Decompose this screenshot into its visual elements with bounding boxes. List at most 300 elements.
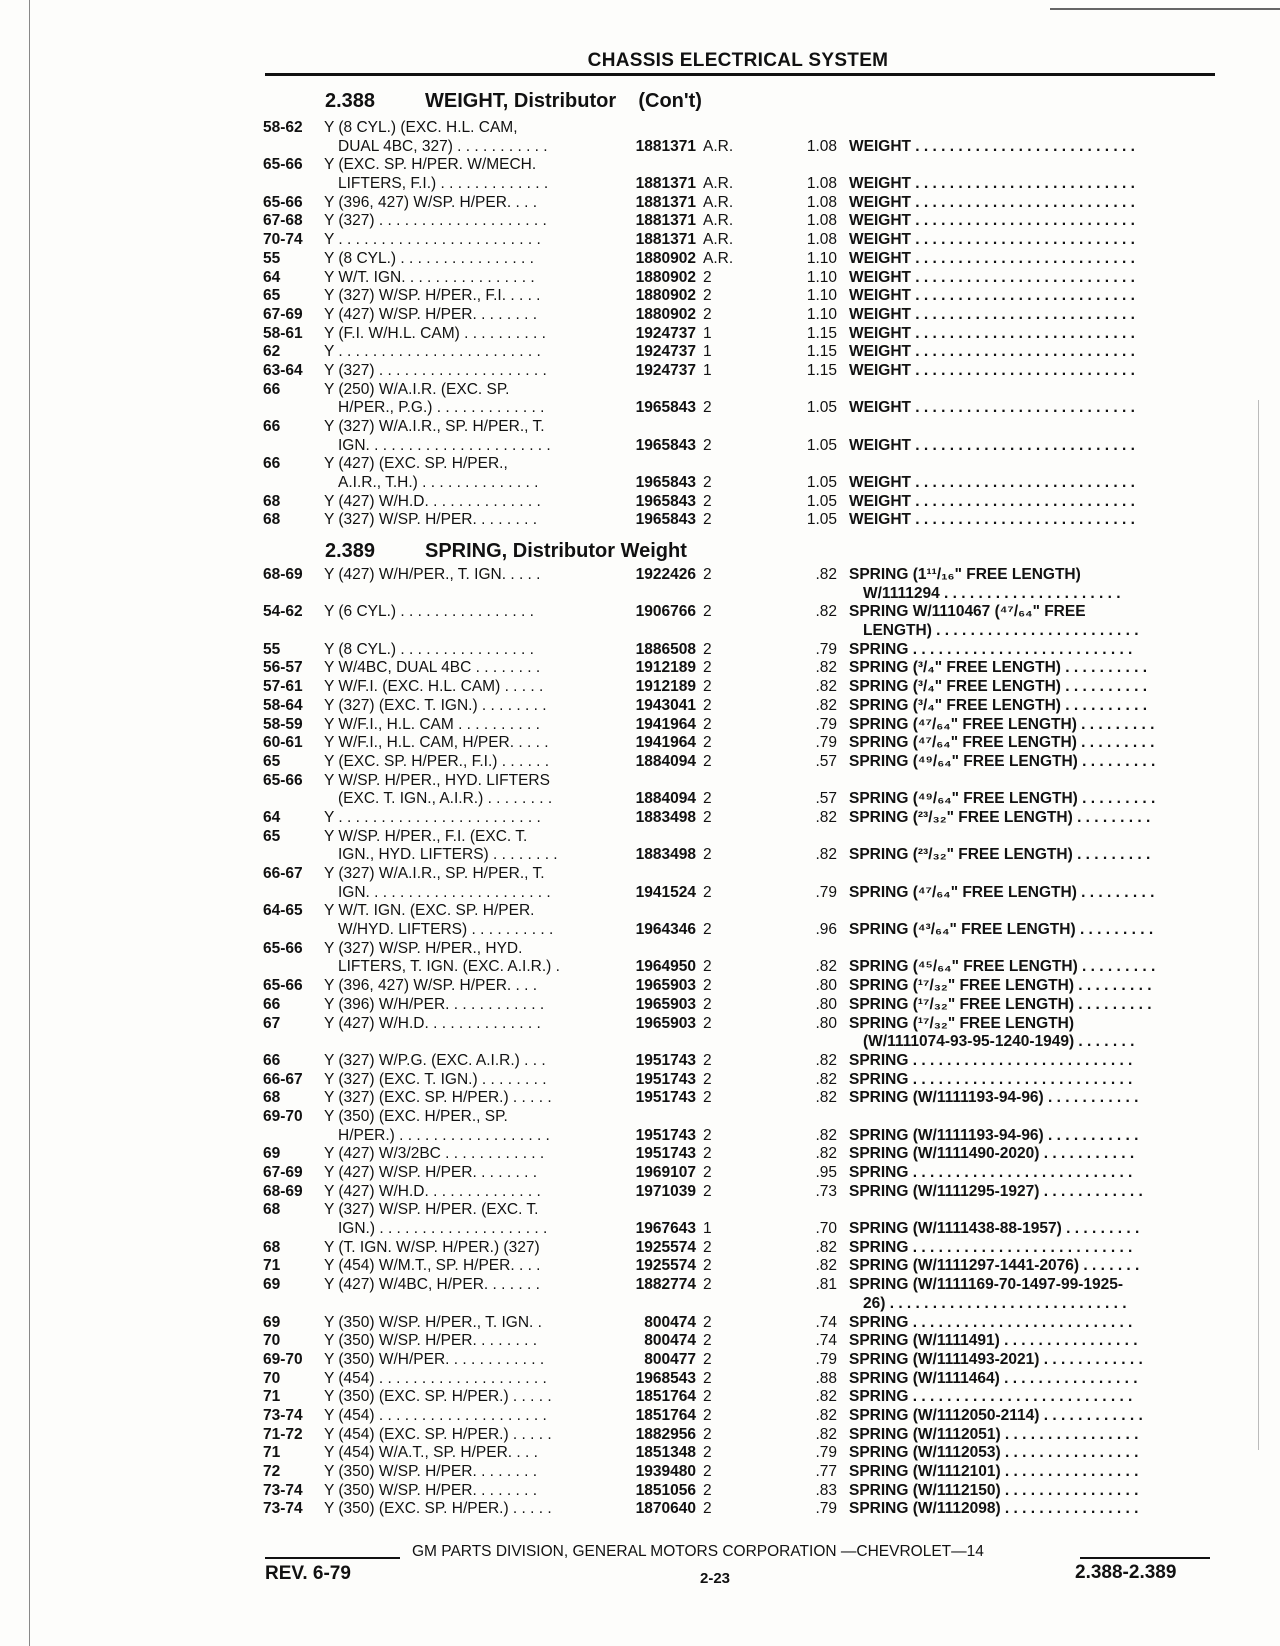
model-years: 66 bbox=[263, 1051, 281, 1069]
application-description: Y (427) W/H/PER., T. IGN. . . . . bbox=[324, 566, 541, 583]
parts-row bbox=[263, 734, 1218, 753]
price: .82 bbox=[815, 1145, 837, 1163]
part-name: SPRING (²³/₃₂" FREE LENGTH) . . . . . . . . . bbox=[849, 846, 1151, 864]
part-name: WEIGHT . . . . . . . . . . . . . . . . . . . . . . . . . . bbox=[849, 399, 1135, 417]
model-years: 55 bbox=[263, 249, 281, 267]
parts-row bbox=[263, 1183, 1218, 1202]
part-name: SPRING (W/1111297-1441-2076) . . . . . . . bbox=[849, 1257, 1140, 1275]
price: .82 bbox=[815, 678, 837, 696]
price: .82 bbox=[815, 566, 837, 583]
quantity: A.R. bbox=[703, 212, 734, 230]
quantity: 2 bbox=[703, 1014, 712, 1032]
part-name: SPRING (W/1112150) . . . . . . . . . . . . . . . . bbox=[849, 1481, 1139, 1499]
price: 1.08 bbox=[806, 175, 837, 193]
price: 1.05 bbox=[806, 436, 837, 454]
model-years: 68 bbox=[263, 1238, 281, 1256]
part-number: 1951743 bbox=[635, 1051, 696, 1069]
application-description: Y (327) W/SP. H/PER. . . . . . . . bbox=[324, 511, 538, 529]
model-years: 58-62 bbox=[263, 119, 303, 136]
parts-row bbox=[263, 1351, 1218, 1370]
model-years: 73-74 bbox=[263, 1406, 303, 1424]
parts-row bbox=[263, 418, 1218, 437]
parts-row bbox=[263, 194, 1218, 213]
quantity: 2 bbox=[703, 1350, 712, 1368]
parts-row bbox=[263, 437, 1218, 456]
price: .82 bbox=[815, 659, 837, 677]
header-rule bbox=[265, 73, 1215, 76]
parts-row bbox=[263, 659, 1218, 678]
quantity: A.R. bbox=[703, 175, 734, 193]
part-number: 1924737 bbox=[635, 343, 696, 361]
application-description: Y (454) . . . . . . . . . . . . . . . . . . . . bbox=[324, 1369, 547, 1387]
part-name: SPRING (W/1112098) . . . . . . . . . . . . . . . . bbox=[849, 1500, 1139, 1518]
application-description: Y (327) . . . . . . . . . . . . . . . . . . . . bbox=[324, 212, 547, 230]
application-description: LIFTERS, F.I.) . . . . . . . . . . . . . bbox=[338, 175, 549, 193]
part-name: WEIGHT . . . . . . . . . . . . . . . . . . . . . . . . . . bbox=[849, 268, 1135, 286]
application-description: H/PER.) . . . . . . . . . . . . . . . . . . bbox=[338, 1126, 550, 1144]
part-number: 1882774 bbox=[635, 1276, 696, 1294]
model-years: 66 bbox=[263, 995, 281, 1013]
parts-row bbox=[263, 790, 1218, 809]
model-years: 62 bbox=[263, 343, 281, 361]
part-number: 1883498 bbox=[635, 846, 696, 864]
parts-row bbox=[263, 1108, 1218, 1127]
quantity: 2 bbox=[703, 1051, 712, 1069]
parts-row bbox=[263, 1426, 1218, 1445]
application-description: Y (427) W/4BC, H/PER. . . . . . . bbox=[324, 1276, 540, 1294]
parts-row bbox=[263, 1444, 1218, 1463]
model-years: 66-67 bbox=[263, 865, 303, 882]
application-description: IGN.) . . . . . . . . . . . . . . . . . . . . bbox=[338, 1220, 548, 1238]
quantity: 2 bbox=[703, 1126, 712, 1144]
price: .80 bbox=[815, 995, 837, 1013]
parts-row bbox=[263, 1332, 1218, 1351]
model-years: 58-59 bbox=[263, 715, 303, 733]
price: 1.10 bbox=[806, 268, 837, 286]
model-years: 65-66 bbox=[263, 156, 303, 174]
application-description: Y (T. IGN. W/SP. H/PER.) (327) bbox=[324, 1238, 540, 1256]
part-number: 1880902 bbox=[635, 249, 696, 267]
part-number: 1965843 bbox=[635, 474, 696, 492]
model-years: 68 bbox=[263, 1201, 281, 1219]
price: .88 bbox=[815, 1369, 837, 1387]
price: .82 bbox=[815, 1406, 837, 1424]
application-description: Y (350) W/SP. H/PER., T. IGN. . bbox=[324, 1313, 542, 1331]
part-name: W/1111294 . . . . . . . . . . . . . . . . . . . . . bbox=[863, 584, 1121, 602]
parts-row bbox=[263, 287, 1218, 306]
model-years: 60-61 bbox=[263, 734, 303, 752]
quantity: 1 bbox=[703, 1220, 712, 1238]
application-description: Y (F.I. W/H.L. CAM) . . . . . . . . . . bbox=[324, 324, 546, 342]
footer-page-number: 2-23 bbox=[700, 1570, 731, 1587]
application-description: Y . . . . . . . . . . . . . . . . . . . . . . . . bbox=[324, 808, 541, 826]
part-name: WEIGHT . . . . . . . . . . . . . . . . . . . . . . . . . . bbox=[849, 175, 1135, 193]
part-name: SPRING (⁴³/₆₄" FREE LENGTH) . . . . . . . . . bbox=[849, 921, 1154, 939]
application-description: Y (350) (EXC. SP. H/PER.) . . . . . bbox=[324, 1388, 552, 1406]
parts-row bbox=[263, 753, 1218, 772]
quantity: 2 bbox=[703, 399, 712, 417]
parts-row bbox=[263, 306, 1218, 325]
parts-row bbox=[263, 1145, 1218, 1164]
application-description: Y (396, 427) W/SP. H/PER. . . . bbox=[324, 193, 538, 211]
price: .57 bbox=[815, 790, 837, 808]
parts-row bbox=[263, 381, 1218, 400]
quantity: 2 bbox=[703, 287, 712, 305]
quantity: 2 bbox=[703, 977, 712, 995]
quantity: 2 bbox=[703, 1238, 712, 1256]
part-name: SPRING (¹⁷/₃₂" FREE LENGTH) bbox=[849, 1014, 1074, 1032]
part-name: SPRING (³/₄" FREE LENGTH) . . . . . . . . . . bbox=[849, 659, 1148, 677]
application-description: Y W/F.I., H.L. CAM . . . . . . . . . . bbox=[324, 715, 540, 733]
price: .79 bbox=[815, 1444, 837, 1462]
part-name: WEIGHT . . . . . . . . . . . . . . . . . . . . . . . . . . bbox=[849, 492, 1135, 510]
model-years: 69-70 bbox=[263, 1107, 303, 1125]
part-number: 1951743 bbox=[635, 1145, 696, 1163]
model-years: 63-64 bbox=[263, 361, 303, 379]
part-number: 1965843 bbox=[635, 511, 696, 529]
part-name: SPRING . . . . . . . . . . . . . . . . . . . . . . . . . . bbox=[849, 1238, 1133, 1256]
part-name: WEIGHT . . . . . . . . . . . . . . . . . . . . . . . . . . bbox=[849, 287, 1135, 305]
part-name: SPRING (⁴⁷/₆₄" FREE LENGTH) . . . . . . . . . bbox=[849, 734, 1155, 752]
price: .82 bbox=[815, 1051, 837, 1069]
parts-list bbox=[263, 566, 1218, 1519]
part-number: 1965843 bbox=[635, 399, 696, 417]
quantity: 2 bbox=[703, 1388, 712, 1406]
price: .80 bbox=[815, 1014, 837, 1032]
application-description: IGN., HYD. LIFTERS) . . . . . . . . bbox=[338, 846, 558, 864]
part-name: 26) . . . . . . . . . . . . . . . . . . . . . . . . . . . . bbox=[863, 1294, 1127, 1312]
model-years: 70 bbox=[263, 1332, 281, 1350]
part-name: SPRING . . . . . . . . . . . . . . . . . . . . . . . . . . bbox=[849, 1313, 1133, 1331]
parts-row bbox=[263, 1388, 1218, 1407]
part-number: 1884094 bbox=[635, 752, 696, 770]
price: .82 bbox=[815, 1238, 837, 1256]
price: .74 bbox=[815, 1332, 837, 1350]
part-number: 1881371 bbox=[635, 175, 696, 193]
parts-row bbox=[263, 455, 1218, 474]
quantity: 2 bbox=[703, 715, 712, 733]
price: .82 bbox=[815, 958, 837, 976]
parts-row bbox=[263, 1127, 1218, 1146]
model-years: 70 bbox=[263, 1369, 281, 1387]
parts-row bbox=[263, 1314, 1218, 1333]
part-name: SPRING (W/1111493-2021) . . . . . . . . . . . . bbox=[849, 1350, 1143, 1368]
parts-row bbox=[263, 231, 1218, 250]
part-name: SPRING (W/1111193-94-96) . . . . . . . . . . . bbox=[849, 1126, 1139, 1144]
parts-row bbox=[263, 828, 1218, 847]
model-years: 67-69 bbox=[263, 305, 303, 323]
part-number: 1924737 bbox=[635, 361, 696, 379]
application-description: Y (427) W/SP. H/PER. . . . . . . . bbox=[324, 1164, 538, 1181]
application-description: Y (454) . . . . . . . . . . . . . . . . . . . . bbox=[324, 1406, 547, 1424]
parts-row bbox=[263, 940, 1218, 959]
part-name: SPRING (W/1111490-2020) . . . . . . . . . . . bbox=[849, 1145, 1135, 1163]
parts-row bbox=[263, 902, 1218, 921]
parts-row bbox=[263, 493, 1218, 512]
application-description: Y (427) W/H.D. . . . . . . . . . . . . . bbox=[324, 492, 541, 510]
parts-row bbox=[263, 1370, 1218, 1389]
parts-row bbox=[263, 958, 1218, 977]
quantity: 2 bbox=[703, 1463, 712, 1480]
application-description: Y (327) W/P.G. (EXC. A.I.R.) . . . bbox=[324, 1051, 546, 1069]
part-name: SPRING (1¹¹/₁₆" FREE LENGTH) bbox=[849, 566, 1081, 583]
quantity: A.R. bbox=[703, 231, 734, 249]
part-number: 1964950 bbox=[635, 958, 696, 976]
model-years: 57-61 bbox=[263, 678, 303, 696]
part-name: SPRING (W/1111438-88-1957) . . . . . . . . . bbox=[849, 1220, 1140, 1238]
parts-row bbox=[263, 474, 1218, 493]
model-years: 65-66 bbox=[263, 939, 303, 957]
quantity: 2 bbox=[703, 1276, 712, 1294]
part-name: SPRING . . . . . . . . . . . . . . . . . . . . . . . . . . bbox=[849, 1164, 1133, 1181]
quantity: 2 bbox=[703, 603, 712, 621]
part-name: WEIGHT . . . . . . . . . . . . . . . . . . . . . . . . . . bbox=[849, 305, 1135, 323]
application-description: Y (350) W/H/PER. . . . . . . . . . . . bbox=[324, 1350, 545, 1368]
price: .82 bbox=[815, 846, 837, 864]
price: 1.10 bbox=[806, 249, 837, 267]
model-years: 71-72 bbox=[263, 1425, 303, 1443]
quantity: 2 bbox=[703, 1425, 712, 1443]
price: 1.15 bbox=[806, 361, 837, 379]
quantity: 2 bbox=[703, 566, 712, 583]
parts-row bbox=[263, 1164, 1218, 1183]
section-heading bbox=[325, 90, 702, 113]
quantity: 2 bbox=[703, 305, 712, 323]
part-number: 1941524 bbox=[635, 883, 696, 901]
application-description: Y (327) (EXC. SP. H/PER.) . . . . . bbox=[324, 1089, 552, 1107]
part-number: 1939480 bbox=[635, 1463, 696, 1480]
model-years: 69 bbox=[263, 1313, 281, 1331]
scan-edge bbox=[1258, 400, 1259, 1450]
application-description: H/PER., P.G.) . . . . . . . . . . . . . bbox=[338, 399, 545, 417]
part-number: 1971039 bbox=[635, 1182, 696, 1200]
quantity: 2 bbox=[703, 846, 712, 864]
part-name: SPRING W/1110467 (⁴⁷/₆₄" FREE bbox=[849, 603, 1086, 621]
part-number: 1886508 bbox=[635, 640, 696, 658]
part-number: 1880902 bbox=[635, 305, 696, 323]
parts-row bbox=[263, 1407, 1218, 1426]
price: .82 bbox=[815, 1425, 837, 1443]
quantity: A.R. bbox=[703, 193, 734, 211]
quantity: 2 bbox=[703, 883, 712, 901]
part-name: SPRING (⁴⁹/₆₄" FREE LENGTH) . . . . . . . . . bbox=[849, 790, 1156, 808]
application-description: Y (454) W/M.T., SP. H/PER. . . . bbox=[324, 1257, 541, 1275]
quantity: 2 bbox=[703, 1313, 712, 1331]
parts-row bbox=[263, 1257, 1218, 1276]
application-description: Y (327) . . . . . . . . . . . . . . . . . . . . bbox=[324, 361, 547, 379]
price: .82 bbox=[815, 603, 837, 621]
price: .82 bbox=[815, 1126, 837, 1144]
model-years: 54-62 bbox=[263, 603, 303, 621]
part-name: WEIGHT . . . . . . . . . . . . . . . . . . . . . . . . . . bbox=[849, 249, 1135, 267]
footer-rule bbox=[265, 1557, 400, 1559]
quantity: 1 bbox=[703, 324, 712, 342]
quantity: 1 bbox=[703, 343, 712, 361]
parts-row bbox=[263, 884, 1218, 903]
part-name: SPRING (W/1111193-94-96) . . . . . . . . . . . bbox=[849, 1089, 1139, 1107]
model-years: 67 bbox=[263, 1014, 281, 1032]
part-name: WEIGHT . . . . . . . . . . . . . . . . . . . . . . . . . . bbox=[849, 137, 1135, 155]
part-number: 1851056 bbox=[635, 1481, 696, 1499]
part-number: 1870640 bbox=[635, 1500, 696, 1518]
model-years: 68 bbox=[263, 492, 281, 510]
application-description: DUAL 4BC, 327) . . . . . . . . . . . bbox=[338, 137, 548, 155]
part-name: WEIGHT . . . . . . . . . . . . . . . . . . . . . . . . . . bbox=[849, 343, 1135, 361]
application-description: Y (EXC. SP. H/PER., F.I.) . . . . . . bbox=[324, 752, 550, 770]
application-description: Y (427) W/H.D. . . . . . . . . . . . . . bbox=[324, 1182, 541, 1200]
part-number: 1965903 bbox=[635, 995, 696, 1013]
parts-row bbox=[263, 1276, 1218, 1295]
price: 1.15 bbox=[806, 324, 837, 342]
model-years: 65 bbox=[263, 752, 281, 770]
model-years: 66 bbox=[263, 418, 281, 435]
model-years: 64 bbox=[263, 808, 281, 826]
application-description: Y (427) W/H.D. . . . . . . . . . . . . . bbox=[324, 1014, 541, 1032]
quantity: 2 bbox=[703, 1089, 712, 1107]
parts-row bbox=[263, 511, 1218, 530]
quantity: A.R. bbox=[703, 249, 734, 267]
application-description: Y (250) W/A.I.R. (EXC. SP. bbox=[324, 380, 510, 398]
price: 1.08 bbox=[806, 193, 837, 211]
parts-row bbox=[263, 1482, 1218, 1501]
price: .82 bbox=[815, 1089, 837, 1107]
application-description: IGN. . . . . . . . . . . . . . . . . . . . . . bbox=[338, 436, 551, 454]
model-years: 66-67 bbox=[263, 1070, 303, 1088]
part-number: 1884094 bbox=[635, 790, 696, 808]
application-description: Y (427) W/SP. H/PER. . . . . . . . bbox=[324, 305, 538, 323]
model-years: 58-61 bbox=[263, 324, 303, 342]
model-years: 67-68 bbox=[263, 212, 303, 230]
quantity: 2 bbox=[703, 1070, 712, 1088]
part-name: SPRING (³/₄" FREE LENGTH) . . . . . . . . . . bbox=[849, 696, 1148, 714]
price: .81 bbox=[815, 1276, 837, 1294]
part-number: 1880902 bbox=[635, 268, 696, 286]
application-description: Y (454) (EXC. SP. H/PER.) . . . . . bbox=[324, 1425, 552, 1443]
part-name: WEIGHT . . . . . . . . . . . . . . . . . . . . . . . . . . bbox=[849, 324, 1135, 342]
part-number: 1965903 bbox=[635, 1014, 696, 1032]
parts-row bbox=[263, 399, 1218, 418]
price: 1.05 bbox=[806, 492, 837, 510]
price: .82 bbox=[815, 1257, 837, 1275]
quantity: 2 bbox=[703, 492, 712, 510]
part-name: SPRING . . . . . . . . . . . . . . . . . . . . . . . . . . bbox=[849, 1051, 1133, 1069]
price: .82 bbox=[815, 1388, 837, 1406]
part-name: (W/1111074-93-95-1240-1949) . . . . . . . bbox=[863, 1033, 1135, 1051]
price: 1.05 bbox=[806, 399, 837, 417]
part-number: 1912189 bbox=[635, 678, 696, 696]
application-description: Y (8 CYL.) (EXC. H.L. CAM, bbox=[324, 119, 518, 136]
application-description: Y (327) W/A.I.R., SP. H/PER., T. bbox=[324, 865, 545, 882]
parts-row bbox=[263, 250, 1218, 269]
quantity: 1 bbox=[703, 361, 712, 379]
parts-row bbox=[263, 119, 1218, 138]
parts-row bbox=[263, 865, 1218, 884]
quantity: 2 bbox=[703, 1182, 712, 1200]
price: .79 bbox=[815, 883, 837, 901]
parts-row bbox=[263, 1015, 1218, 1034]
footer-rule bbox=[1080, 1557, 1210, 1559]
parts-row bbox=[263, 716, 1218, 735]
quantity: 2 bbox=[703, 734, 712, 752]
application-description: Y W/F.I., H.L. CAM, H/PER. . . . . bbox=[324, 734, 549, 752]
quantity: 2 bbox=[703, 1369, 712, 1387]
price: .79 bbox=[815, 734, 837, 752]
quantity: 2 bbox=[703, 511, 712, 529]
model-years: 65-66 bbox=[263, 193, 303, 211]
price: 1.08 bbox=[806, 231, 837, 249]
application-description: Y (350) W/SP. H/PER. . . . . . . . bbox=[324, 1481, 538, 1499]
application-description: Y . . . . . . . . . . . . . . . . . . . . . . . . bbox=[324, 231, 541, 249]
application-description: Y W/T. IGN. . . . . . . . . . . . . . . . bbox=[324, 268, 535, 286]
parts-row bbox=[263, 1071, 1218, 1090]
price: .79 bbox=[815, 1350, 837, 1368]
page-title: CHASSIS ELECTRICAL SYSTEM bbox=[587, 50, 889, 71]
application-description: IGN. . . . . . . . . . . . . . . . . . . . . . bbox=[338, 883, 551, 901]
price: .96 bbox=[815, 921, 837, 939]
application-description: Y (327) W/SP. H/PER., F.I. . . . . bbox=[324, 287, 541, 305]
model-years: 70-74 bbox=[263, 231, 303, 249]
section-number: 2.389 bbox=[325, 540, 376, 562]
model-years: 55 bbox=[263, 640, 281, 658]
parts-row bbox=[263, 1500, 1218, 1519]
parts-row bbox=[263, 156, 1218, 175]
scan-edge bbox=[29, 0, 30, 1646]
price: .79 bbox=[815, 1500, 837, 1518]
parts-row bbox=[263, 1201, 1218, 1220]
application-description: Y (454) W/A.T., SP. H/PER. . . . bbox=[324, 1444, 538, 1462]
price: .77 bbox=[815, 1463, 837, 1480]
price: 1.05 bbox=[806, 474, 837, 492]
quantity: 2 bbox=[703, 1145, 712, 1163]
part-number: 1965843 bbox=[635, 436, 696, 454]
model-years: 65 bbox=[263, 827, 281, 845]
price: .74 bbox=[815, 1313, 837, 1331]
application-description: Y (350) W/SP. H/PER. . . . . . . . bbox=[324, 1332, 538, 1350]
model-years: 65-66 bbox=[263, 977, 303, 995]
application-description: Y W/SP. H/PER., F.I. (EXC. T. bbox=[324, 827, 528, 845]
price: 1.08 bbox=[806, 212, 837, 230]
parts-row bbox=[263, 996, 1218, 1015]
quantity: 2 bbox=[703, 678, 712, 696]
model-years: 73-74 bbox=[263, 1481, 303, 1499]
application-description: Y (327) W/SP. H/PER. (EXC. T. bbox=[324, 1201, 539, 1219]
parts-row bbox=[263, 641, 1218, 660]
section-note: (Con't) bbox=[638, 90, 702, 112]
model-years: 69 bbox=[263, 1145, 281, 1163]
quantity: 2 bbox=[703, 1481, 712, 1499]
part-number: 1924737 bbox=[635, 324, 696, 342]
application-description: Y (327) W/SP. H/PER., HYD. bbox=[324, 939, 523, 957]
quantity: 2 bbox=[703, 1164, 712, 1181]
quantity: 2 bbox=[703, 268, 712, 286]
part-name: SPRING (W/1112101) . . . . . . . . . . . . . . . . bbox=[849, 1463, 1139, 1480]
footer-publisher: GM PARTS DIVISION, GENERAL MOTORS CORPORATION —CHEVROLET—14 bbox=[412, 1543, 984, 1560]
part-number: 1967643 bbox=[635, 1220, 696, 1238]
section-title: SPRING, Distributor Weight bbox=[425, 540, 687, 562]
quantity: 2 bbox=[703, 696, 712, 714]
application-description: A.I.R., T.H.) . . . . . . . . . . . . . . bbox=[338, 474, 539, 492]
part-name: SPRING (W/1111169-70-1497-99-1925- bbox=[849, 1276, 1124, 1294]
price: 1.10 bbox=[806, 305, 837, 323]
parts-row bbox=[263, 1089, 1218, 1108]
part-number: 1851764 bbox=[635, 1388, 696, 1406]
parts-row bbox=[263, 1052, 1218, 1071]
part-number: 1922426 bbox=[635, 566, 696, 583]
part-number: 1951743 bbox=[635, 1126, 696, 1144]
part-number: 1951743 bbox=[635, 1089, 696, 1107]
parts-row bbox=[263, 772, 1218, 791]
price: 1.05 bbox=[806, 511, 837, 529]
